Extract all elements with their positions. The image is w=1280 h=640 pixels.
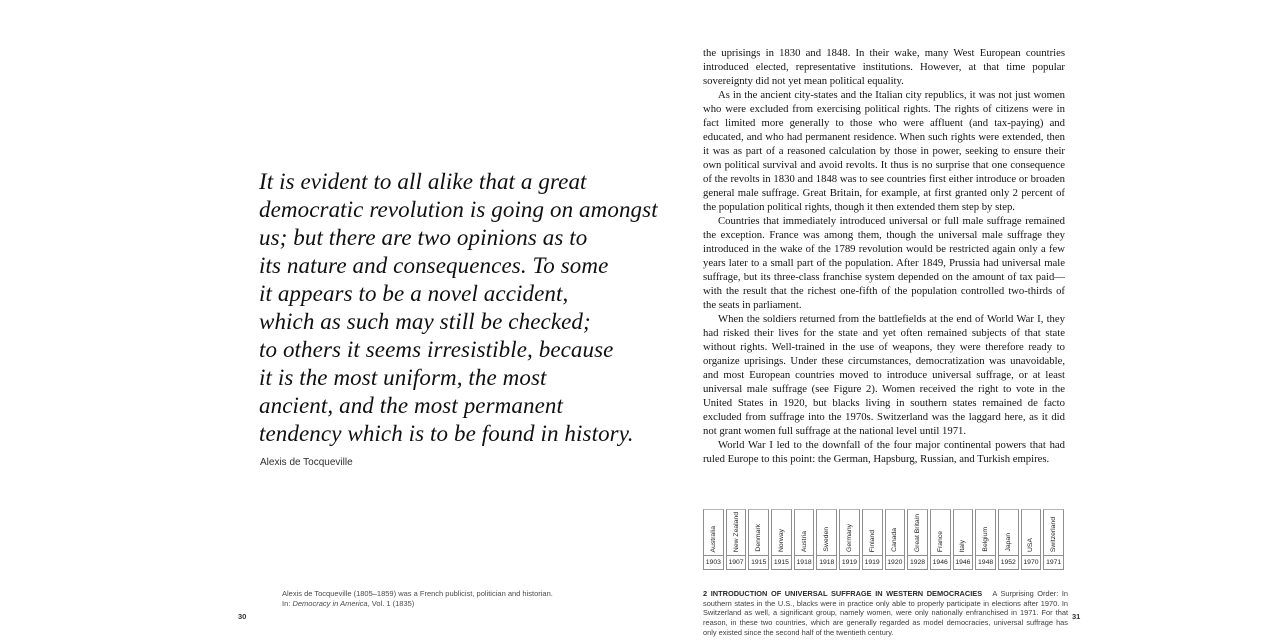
- figure-caption: [703, 589, 1068, 638]
- pull-quote: [259, 168, 658, 448]
- footnote-source-suffix: , Vol. 1 (1835): [367, 598, 415, 608]
- country-label: Belgium: [982, 527, 990, 552]
- country-label: New Zealand: [732, 511, 740, 552]
- figure-column: [839, 509, 860, 570]
- figure-column: [771, 509, 792, 570]
- quote-attribution: Alexis de Tocqueville: [260, 457, 353, 468]
- page-number-right: 31: [1072, 612, 1081, 621]
- country-label: Norway: [777, 528, 785, 552]
- caption-title: INTRODUCTION OF UNIVERSAL SUFFRAGE IN WESTERN DEMOCRACIES: [710, 589, 983, 598]
- year-label: 1948: [976, 555, 995, 569]
- country-label: Denmark: [755, 524, 763, 552]
- quote-line: it is the most uniform, the most: [259, 365, 547, 390]
- caption-number: 2: [703, 589, 708, 598]
- country-label: France: [936, 530, 944, 552]
- country-label: Canada: [891, 528, 899, 552]
- figure-column: [930, 509, 951, 570]
- quote-line: It is evident to all alike that a great: [259, 169, 587, 194]
- year-label: 1928: [908, 555, 927, 569]
- quote-line: ancient, and the most permanent: [259, 393, 563, 418]
- footnote-line: [282, 599, 553, 609]
- footnote-source-prefix: In:: [282, 598, 293, 608]
- caption-text: A Surprising Order: In southern states in the U.S., blacks were in practice only able to properly participate in elections after 1970. In Switzerland as well, a significant group, namely women, were only nationally enfranchised in 1971. For that reason, in these two countries, which are generally regarded as model democracies, universal suffrage has only existed since the second half of the twentieth century.: [703, 589, 1068, 637]
- year-label: 1919: [840, 555, 859, 569]
- quote-line: democratic revolution is going on amongst: [259, 197, 658, 222]
- figure-column: [998, 509, 1019, 570]
- body-text: [703, 46, 1065, 466]
- figure-column: [975, 509, 996, 570]
- year-label: 1946: [931, 555, 950, 569]
- country-label: Germany: [845, 524, 853, 552]
- year-label: 1918: [795, 555, 814, 569]
- quote-line: tendency which is to be found in history.: [259, 421, 634, 446]
- quote-line: its nature and consequences. To some: [259, 253, 609, 278]
- year-label: 1915: [772, 555, 791, 569]
- year-label: 1971: [1044, 555, 1063, 569]
- quote-line: us; but there are two opinions as to: [259, 225, 588, 250]
- year-label: 1915: [749, 555, 768, 569]
- body-paragraph: As in the ancient city-states and the Italian city republics, it was not just women who were excluded from exercising political rights. The rights of citizens were in fact limited more generally to those who were affluent (and tax-paying) and educated, and who had permanent residence. When such rights were extended, then it was as part of a reasoned calculation by those in power, seeking to ensure their own political survival and avoid revolts. It thus is no surprise that one consequence of the revolts in 1830 and 1848 was to see countries first either introduce or broaden general male suffrage. Great Britain, for example, at first granted only 2 percent of the population political rights, though it then extended them step by step.: [703, 89, 1065, 213]
- year-label: 1918: [817, 555, 836, 569]
- footnote-source-title: Democracy in America: [292, 598, 368, 608]
- year-label: 1970: [1022, 555, 1041, 569]
- quote-line: which as such may still be checked;: [259, 309, 591, 334]
- footnote-line: Alexis de Tocqueville (1805–1859) was a French publicist, politician and historian.: [282, 589, 553, 598]
- country-label: Sweden: [823, 527, 831, 552]
- country-label: Great Britain: [914, 513, 922, 552]
- page-number-left: 30: [238, 612, 247, 621]
- figure-column: [953, 509, 974, 570]
- quote-line: to others it seems irresistible, because: [259, 337, 614, 362]
- body-paragraph: Countries that immediately introduced universal or full male suffrage remained the exception. France was among them, though the universal male suffrage they introduced in the wake of the 1789 revolution would be restricted again only a few years later to a small part of the population. After 1849, Prussia had universal male suffrage, but its three-class franchise system depended on the amount of tax paid—with the result that the richest one-fifth of the population controlled two-thirds of the seats in parliament.: [703, 215, 1065, 311]
- figure-column: [816, 509, 837, 570]
- country-label: USA: [1027, 538, 1035, 552]
- year-label: 1946: [954, 555, 973, 569]
- figure-column: [862, 509, 883, 570]
- country-label: Australia: [709, 525, 717, 552]
- quote-line: it appears to be a novel accident,: [259, 281, 569, 306]
- suffrage-figure-table: [703, 509, 1064, 570]
- figure-column: [1043, 509, 1064, 570]
- country-label: Italy: [959, 539, 967, 552]
- country-label: Finland: [868, 529, 876, 552]
- body-paragraph: the uprisings in 1830 and 1848. In their wake, many West European countries introduced elected, representative institutions. However, at that time popular sovereignty did not yet mean political equality.: [703, 47, 1065, 87]
- year-label: 1952: [999, 555, 1018, 569]
- year-label: 1907: [727, 555, 746, 569]
- country-label: Switzerland: [1050, 516, 1058, 552]
- year-label: 1920: [886, 555, 905, 569]
- figure-column: [794, 509, 815, 570]
- year-label: 1903: [704, 555, 723, 569]
- figure-column: [1021, 509, 1042, 570]
- year-label: 1919: [863, 555, 882, 569]
- country-label: Austria: [800, 530, 808, 552]
- footnote: [282, 589, 553, 608]
- figure-column: [885, 509, 906, 570]
- figure-column: [748, 509, 769, 570]
- body-paragraph: When the soldiers returned from the battlefields at the end of World War I, they had risked their lives for the state and yet often remained subjects of that state without rights. Well-trained in the use of weapons, they were therefore ready to organize uprisings. Under these circumstances, democratization was unavoidable, and most European countries moved to introduce universal suffrage, or at least universal male suffrage (see Figure 2). Women received the right to vote in the United States in 1920, but blacks living in southern states remained de facto excluded from suffrage into the 1970s. Switzerland was the laggard here, as it did not grant women full suffrage at the national level until 1971.: [703, 313, 1065, 437]
- figure-column: [907, 509, 928, 570]
- figure-column: [703, 509, 724, 570]
- figure-column: [726, 509, 747, 570]
- body-paragraph: World War I led to the downfall of the four major continental powers that had ruled Europe to this point: the German, Hapsburg, Russian, and Turkish empires.: [703, 439, 1065, 465]
- country-label: Japan: [1004, 533, 1012, 552]
